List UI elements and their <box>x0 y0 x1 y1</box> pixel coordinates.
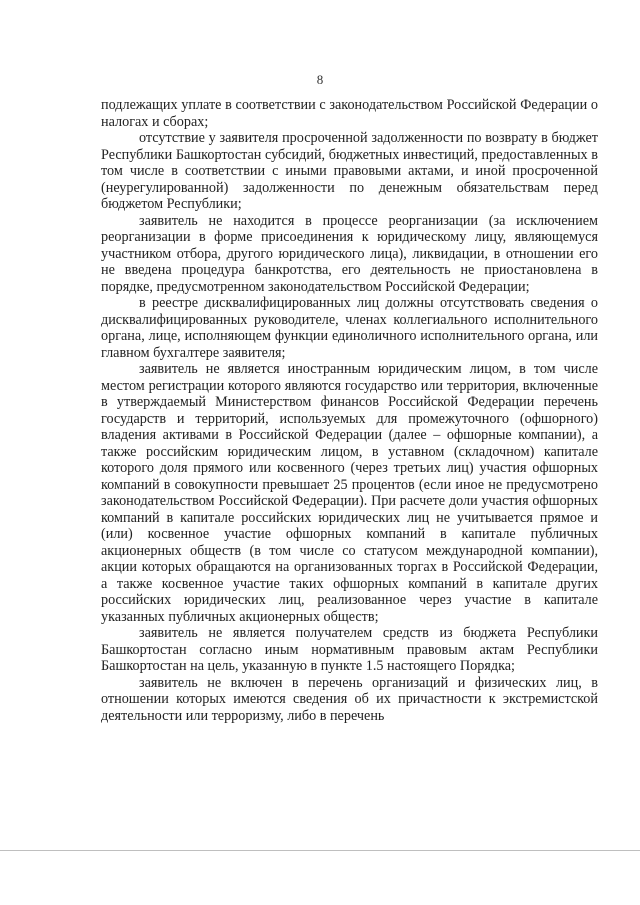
paragraph-no-reorganization: заявитель не находится в процессе реорганизации (за исключением реорганизации в форме присоединения к юридическому лицу, являющемуся участником отбора, другого юридического лица), ликвидации, в отношении его не введена процедура банкротства, его деятельность не приостановлена в порядке, предусмотренном законодательством Российской Федерации; <box>101 212 598 295</box>
paragraph-disqualified-registry: в реестре дисквалифицированных лиц должны отсутствовать сведения о дисквалифицированных руководителе, членах коллегиального исполнительного органа, лице, исполняющем функции единоличного исполнительного органа, или главном бухгалтере заявителя; <box>101 295 598 361</box>
page-number: 8 <box>316 72 324 87</box>
paragraph-continuation: подлежащих уплате в соответствии с законодательством Российской Федерации о налогах и сборах; <box>101 97 598 130</box>
footer-divider <box>0 850 640 851</box>
paragraph-not-recipient: заявитель не является получателем средств из бюджета Республики Башкортостан согласно иным нормативным правовым актам Республики Башкортостан на цель, указанную в пункте 1.5 настоящего Порядка; <box>101 625 598 674</box>
paragraph-offshore: заявитель не является иностранным юридическим лицом, в том числе местом регистрации которого являются государство или территория, включенные в утверждаемый Министерством финансов Российской Федерации перечень государств и территорий, используемых для промежуточного (офшорного) владения активами в Российской Федерации (далее – офшорные компании), а также российским юридическим лицом, в уставном (складочном) капитале которого доля прямого или косвенного (через третьих лиц) участия офшорных компаний в совокупности превышает 25 процентов (если иное не предусмотрено законодательством Российской Федерации). При расчете доли участия офшорных компаний в капитале российских юридических лиц не учитывается прямое и (или) косвенное участие офшорных компаний в капитале публичных акционерных обществ (в том числе со статусом международной компании), акции которых обращаются на организованных торгах в Российской Федерации, а также косвенное участие таких офшорных компаний в капитале других российских юридических лиц, реализованное через участие в капитале указанных публичных акционерных обществ; <box>101 361 598 625</box>
paragraph-extremism-list: заявитель не включен в перечень организаций и физических лиц, в отношении которых имеются сведения об их причастности к экстремистской деятельности или терроризму, либо в перечень <box>101 674 598 724</box>
paragraph-no-debt: отсутствие у заявителя просроченной задолженности по возврату в бюджет Республики Башкортостан субсидий, бюджетных инвестиций, предоставленных в том числе в соответствии с иными правовыми актами, и иной просроченной (неурегулированной) задолженности по денежным обязательствам перед бюджетом Республики; <box>101 130 598 212</box>
document-body <box>101 97 598 724</box>
